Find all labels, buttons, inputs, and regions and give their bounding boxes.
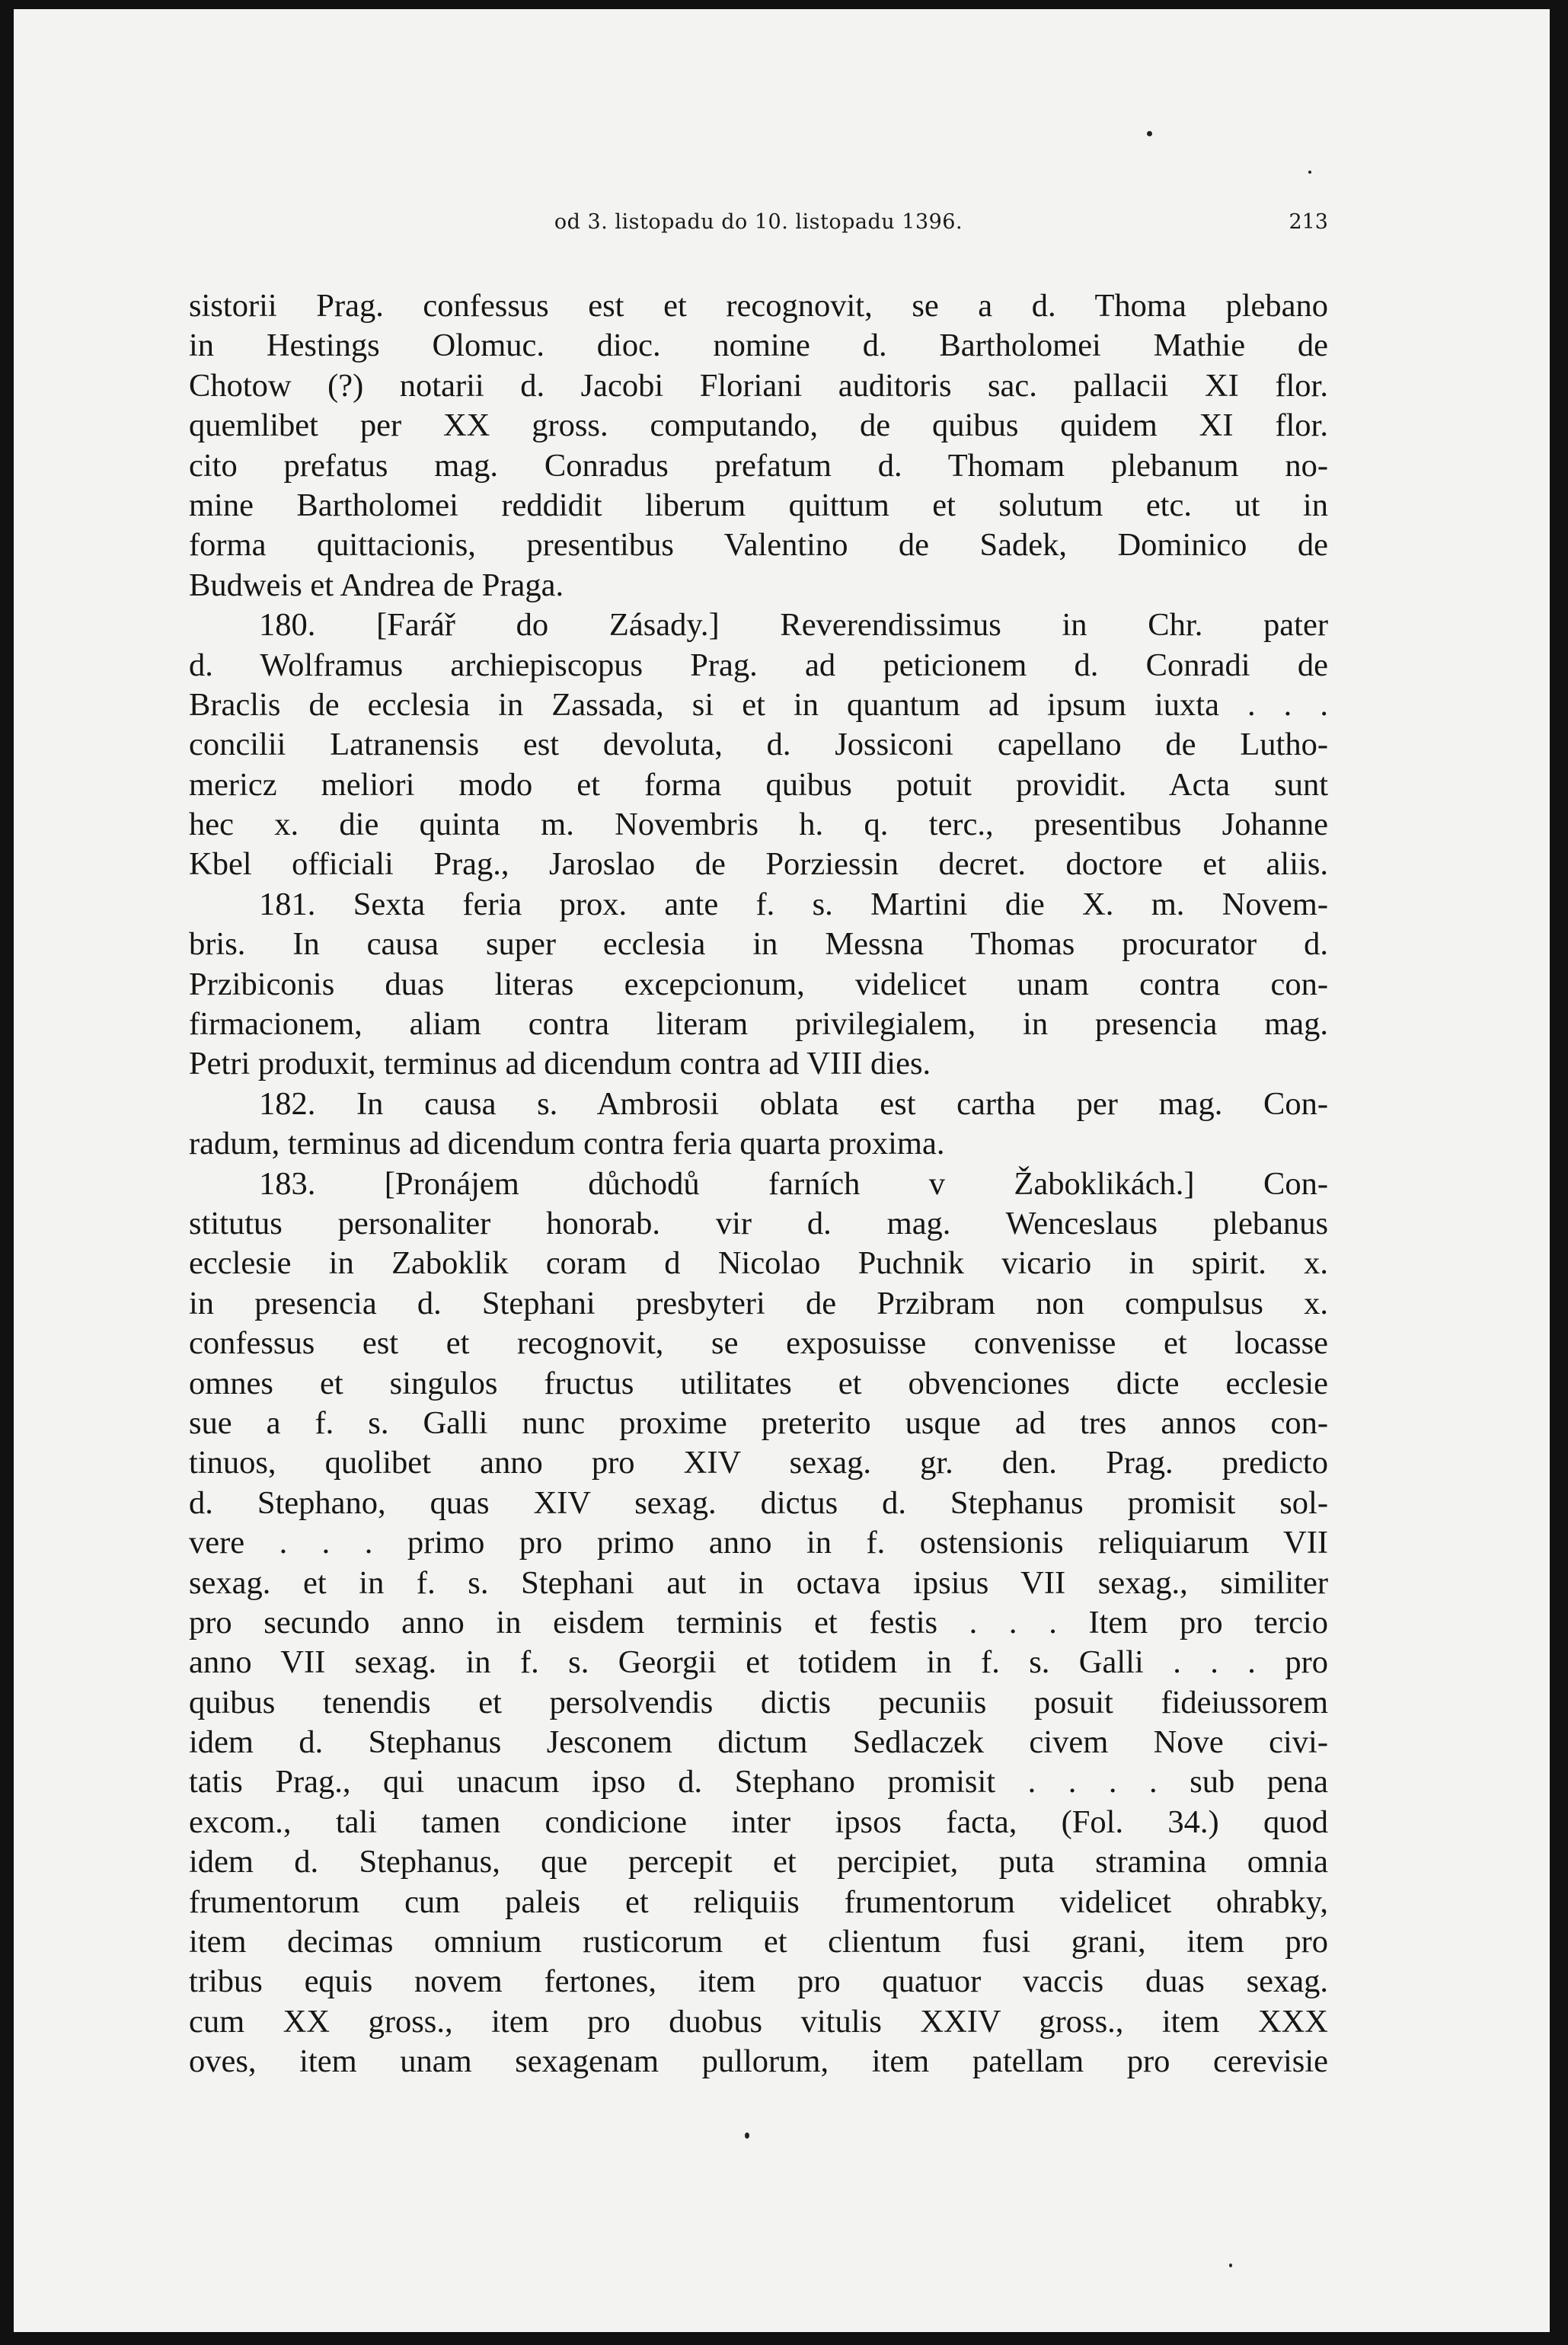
text-line: radum, terminus ad dicendum contra feria quarta proxima. bbox=[189, 1126, 945, 1162]
text-line: item decimas omnium rusticorum et clientum fusi grani, item pro bbox=[189, 1924, 1328, 1960]
text-line: 180. [Farář do Zásady.] Reverendissimus in Chr. pater bbox=[259, 607, 1328, 644]
text-line: in presencia d. Stephani presbyteri de Przibram non compulsus x. bbox=[189, 1285, 1328, 1321]
text-line: omnes et singulos fructus utilitates et obvenciones dicte ecclesie bbox=[189, 1365, 1328, 1401]
text-line: forma quittacionis, presentibus Valentino de Sadek, Dominico de bbox=[189, 527, 1328, 564]
text-line: tatis Prag., qui unacum ipso d. Stephano promisit . . . . sub pena bbox=[189, 1764, 1328, 1800]
text-line: d. Wolframus archiepiscopus Prag. ad peticionem d. Conradi de bbox=[189, 647, 1328, 683]
text-line: cito prefatus mag. Conradus prefatum d. Thomam plebanum no- bbox=[189, 447, 1328, 484]
body-text bbox=[189, 286, 1328, 2082]
text-line: frumentorum cum paleis et reliquiis frumentorum videlicet ohrabky, bbox=[189, 1883, 1328, 1920]
text-line: pro secundo anno in eisdem terminis et festis . . . Item pro tercio bbox=[189, 1604, 1328, 1641]
text-line: anno VII sexag. in f. s. Georgii et totidem in f. s. Galli . . . pro bbox=[189, 1644, 1328, 1681]
text-line: 181. Sexta feria prox. ante f. s. Martini die X. m. Novem- bbox=[259, 886, 1328, 922]
text-line: 183. [Pronájem důchodů farních v Žaboklikách.] Con- bbox=[259, 1165, 1328, 1202]
text-line: sue a f. s. Galli nunc proxime preterito usque ad tres annos con- bbox=[189, 1404, 1328, 1441]
text-line: Budweis et Andrea de Praga. bbox=[189, 567, 564, 603]
text-line: tinuos, quolibet anno pro XIV sexag. gr. den. Prag. predicto bbox=[189, 1445, 1328, 1481]
text-line: cum XX gross., item pro duobus vitulis XXIV gross., item XXX bbox=[189, 2003, 1328, 2040]
text-line: quibus tenendis et persolvendis dictis pecuniis posuit fideiussorem bbox=[189, 1684, 1328, 1720]
text-line: mericz meliori modo et forma quibus potuit providit. Acta sunt bbox=[189, 766, 1328, 803]
scan-speck bbox=[1229, 2264, 1232, 2267]
scan-speck bbox=[745, 2133, 749, 2139]
text-line: Kbel officiali Prag., Jaroslao de Porziessin decret. doctore et aliis. bbox=[189, 846, 1328, 883]
text-line: oves, item unam sexagenam pullorum, item patellam pro cerevisie bbox=[189, 2043, 1328, 2080]
text-line: idem d. Stephanus, que percepit et percipiet, puta stramina omnia bbox=[189, 1844, 1328, 1880]
text-line: firmacionem, aliam contra literam privilegialem, in presencia mag. bbox=[189, 1006, 1328, 1043]
scanned-page bbox=[14, 9, 1550, 2332]
text-line: tribus equis novem fertones, item pro quatuor vaccis duas sexag. bbox=[189, 1963, 1328, 2000]
text-line: excom., tali tamen condicione inter ipsos facta, (Fol. 34.) quod bbox=[189, 1803, 1328, 1840]
text-line: hec x. die quinta m. Novembris h. q. terc., presentibus Johanne bbox=[189, 807, 1328, 843]
text-line: bris. In causa super ecclesia in Messna Thomas procurator d. bbox=[189, 926, 1328, 963]
text-line: Braclis de ecclesia in Zassada, si et in quantum ad ipsum iuxta . . . bbox=[189, 686, 1328, 723]
text-line: quemlibet per XX gross. computando, de quibus quidem XI flor. bbox=[189, 407, 1328, 444]
text-line: idem d. Stephanus Jesconem dictum Sedlaczek civem Nove civi- bbox=[189, 1724, 1328, 1761]
text-line: ecclesie in Zaboklik coram d Nicolao Puchnik vicario in spirit. x. bbox=[189, 1245, 1328, 1282]
text-line: vere . . . primo pro primo anno in f. ostensionis reliquiarum VII bbox=[189, 1525, 1328, 1561]
text-line: concilii Latranensis est devoluta, d. Jossiconi capellano de Lutho- bbox=[189, 727, 1328, 763]
text-line: Chotow (?) notarii d. Jacobi Floriani auditoris sac. pallacii XI flor. bbox=[189, 367, 1328, 404]
running-title: od 3. listopadu do 10. listopadu 1396. bbox=[554, 210, 963, 234]
page-number: 213 bbox=[1289, 210, 1328, 234]
text-line: confessus est et recognovit, se exposuisse convenisse et locasse bbox=[189, 1325, 1328, 1362]
page-header bbox=[189, 204, 1328, 242]
text-line: mine Bartholomei reddidit liberum quittum et solutum etc. ut in bbox=[189, 487, 1328, 523]
text-line: sexag. et in f. s. Stephani aut in octava ipsius VII sexag., similiter bbox=[189, 1564, 1328, 1601]
text-line: stitutus personaliter honorab. vir d. mag. Wenceslaus plebanus bbox=[189, 1205, 1328, 1241]
text-line: in Hestings Olomuc. dioc. nomine d. Bartholomei Mathie de bbox=[189, 327, 1328, 364]
text-line: 182. In causa s. Ambrosii oblata est cartha per mag. Con- bbox=[259, 1085, 1328, 1122]
text-line: Przibiconis duas literas excepcionum, videlicet unam contra con- bbox=[189, 966, 1328, 1002]
scan-speck bbox=[1147, 131, 1152, 136]
text-line: Petri produxit, terminus ad dicendum contra ad VIII dies. bbox=[189, 1046, 931, 1082]
scan-speck bbox=[1308, 171, 1311, 174]
text-line: d. Stephano, quas XIV sexag. dictus d. Stephanus promisit sol- bbox=[189, 1484, 1328, 1521]
text-line: sistorii Prag. confessus est et recognovit, se a d. Thoma plebano bbox=[189, 288, 1328, 324]
